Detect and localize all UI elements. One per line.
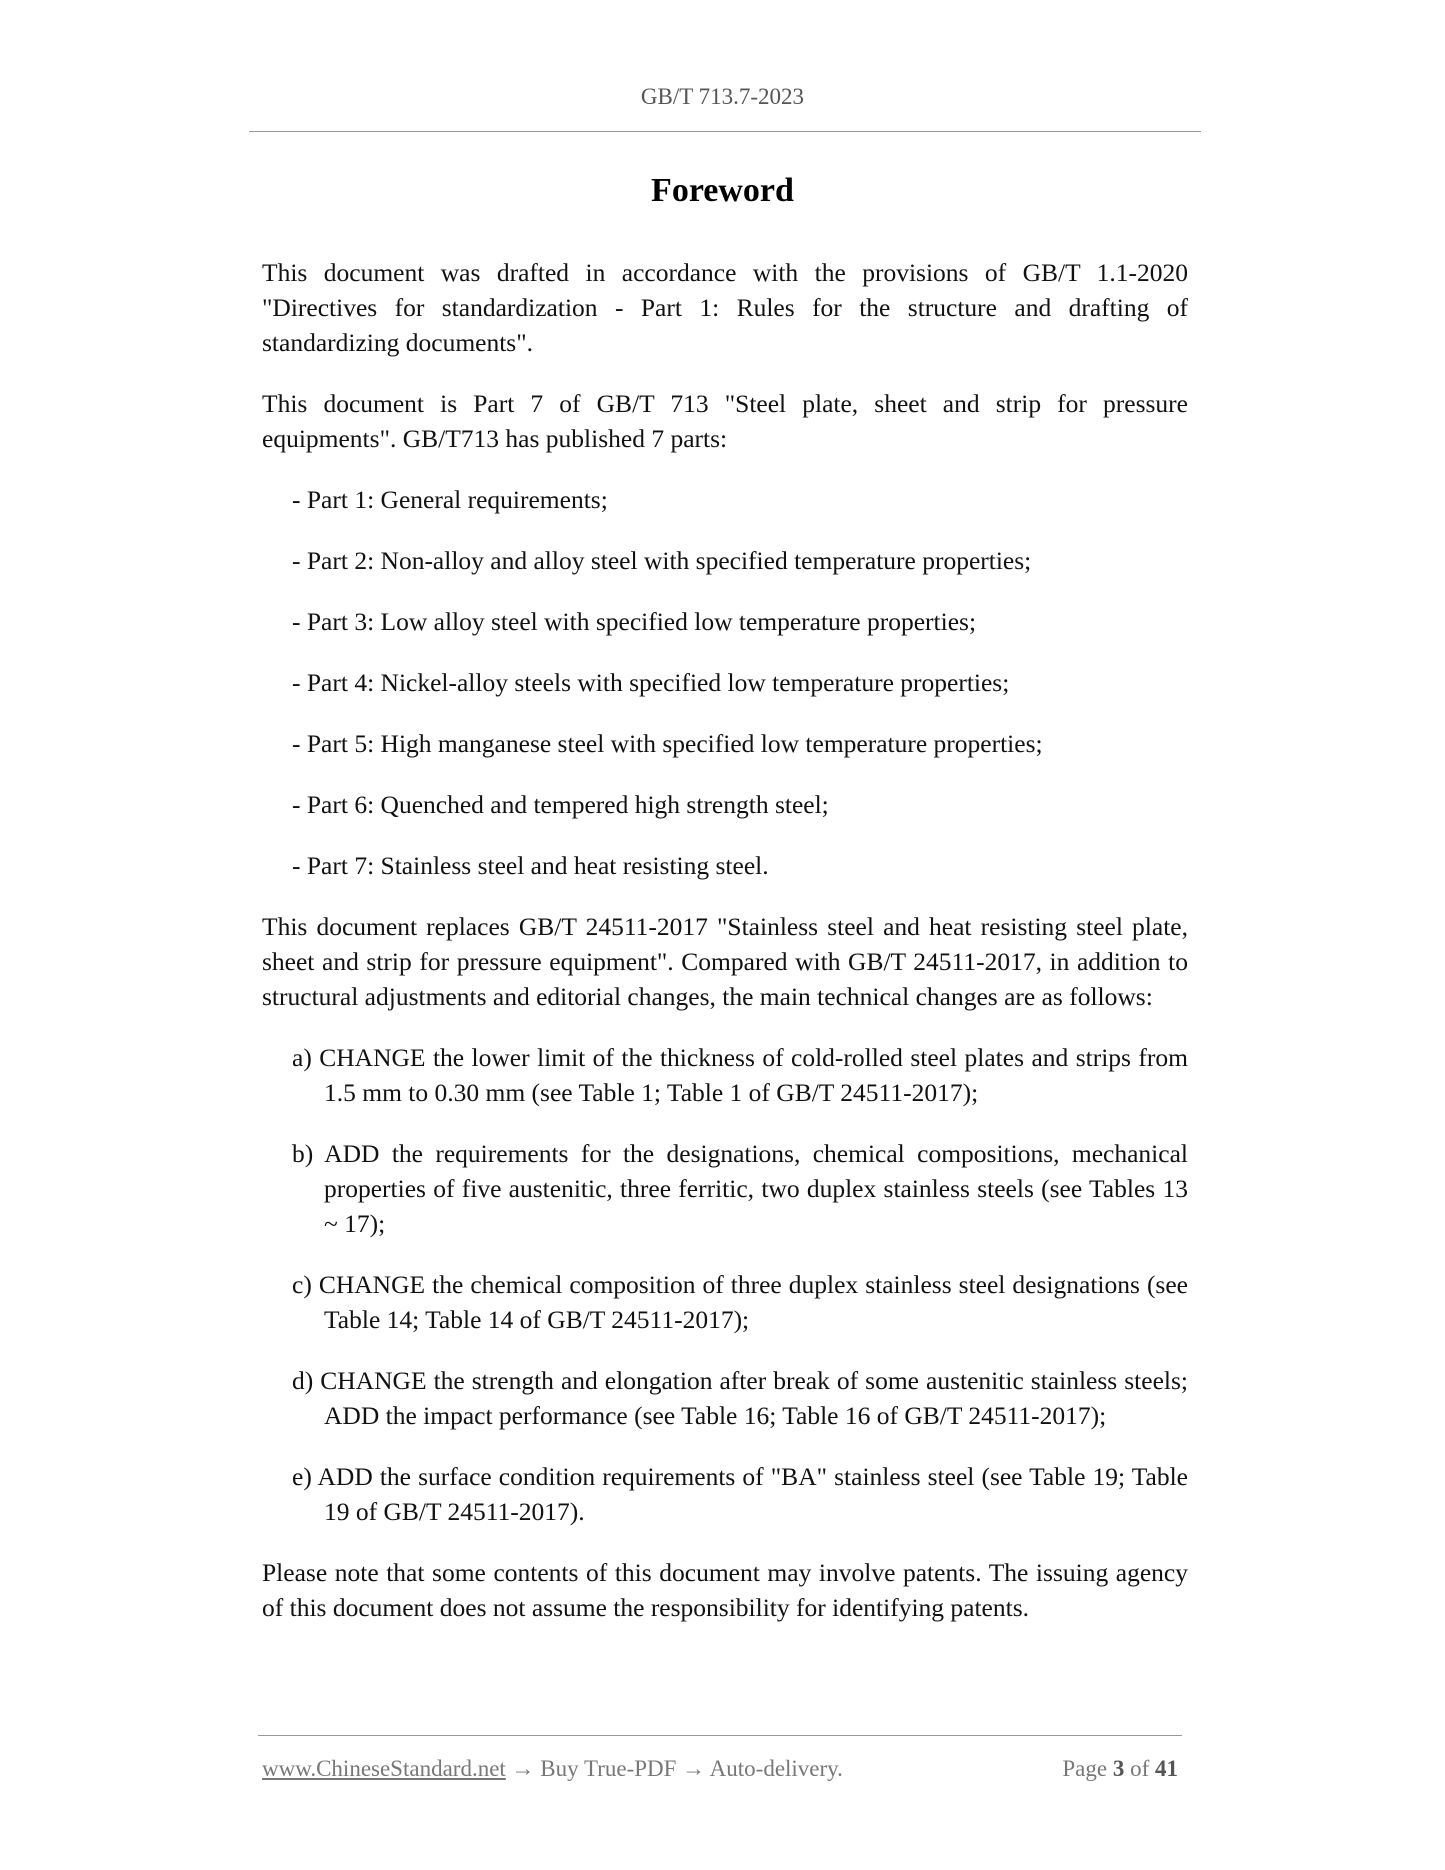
footer-tagline: → Buy True-PDF → Auto-delivery. (505, 1756, 843, 1781)
document-code-header: GB/T 713.7-2023 (640, 84, 805, 109)
list-item: c) CHANGE the chemical composition of three duplex stainless steel designations (see Table 14; Table 14 of GB/T 24511-2017); (292, 1270, 1188, 1334)
list-item: - Part 2: Non-alloy and alloy steel with specified temperature properties; (292, 546, 1032, 575)
list-item: e) ADD the surface condition requirements of "BA" stainless steel (see Table 19; Table 19 of GB/T 24511-2017). (292, 1462, 1188, 1526)
paragraph-part-intro: This document is Part 7 of GB/T 713 "Steel plate, sheet and strip for pressure equipments". GB/T713 has published 7 parts: (262, 389, 1188, 453)
changes-list (262, 1040, 1188, 1529)
paragraph-replaces: This document replaces GB/T 24511-2017 "Stainless steel and heat resisting steel plate, sheet and strip for pressure equipment". Compared with GB/T 24511-2017, in addition to structural adjustments and editorial changes, the main technical changes are as follows: (262, 912, 1188, 1011)
site-link[interactable]: www.ChineseStandard.net (262, 1756, 506, 1781)
footer-left (262, 1756, 843, 1782)
page-title: Foreword (651, 172, 794, 209)
list-item: - Part 4: Nickel-alloy steels with specified low temperature properties; (292, 668, 1010, 697)
paragraph-patents: Please note that some contents of this document may involve patents. The issuing agency of this document does not assume the responsibility for identifying patents. (262, 1558, 1188, 1622)
list-item: - Part 5: High manganese steel with specified low temperature properties; (292, 729, 1043, 758)
footer-divider (258, 1735, 1182, 1736)
paragraph-drafting: This document was drafted in accordance with the provisions of GB/T 1.1-2020 "Directives for standardization - Part 1: Rules for the structure and drafting of standardizing documents". (262, 258, 1188, 357)
page-total: 41 (1155, 1756, 1178, 1781)
header-divider (249, 131, 1201, 132)
page-indicator (1062, 1756, 1178, 1782)
list-item: a) CHANGE the lower limit of the thickness of cold-rolled steel plates and strips from 1.5 mm to 0.30 mm (see Table 1; Table 1 of GB/T 24511-2017); (292, 1043, 1188, 1107)
list-item: b) ADD the requirements for the designations, chemical compositions, mechanical properties of five austenitic, three ferritic, two duplex stainless steels (see Tables 13 ~ 17); (292, 1139, 1188, 1238)
document-body (262, 255, 1188, 1625)
parts-list (262, 482, 1188, 883)
list-item: - Part 1: General requirements; (292, 485, 608, 514)
list-item: - Part 6: Quenched and tempered high strength steel; (292, 790, 829, 819)
list-item: d) CHANGE the strength and elongation after break of some austenitic stainless steels; ADD the impact performance (see Table 16; Table 16 of GB/T 24511-2017); (292, 1366, 1188, 1430)
page-label: Page (1062, 1756, 1108, 1781)
page-footer (262, 1756, 1182, 1786)
page-current: 3 (1112, 1756, 1125, 1781)
page-of-label: of (1130, 1756, 1150, 1781)
list-item: - Part 3: Low alloy steel with specified low temperature properties; (292, 607, 977, 636)
list-item: - Part 7: Stainless steel and heat resisting steel. (292, 851, 769, 880)
